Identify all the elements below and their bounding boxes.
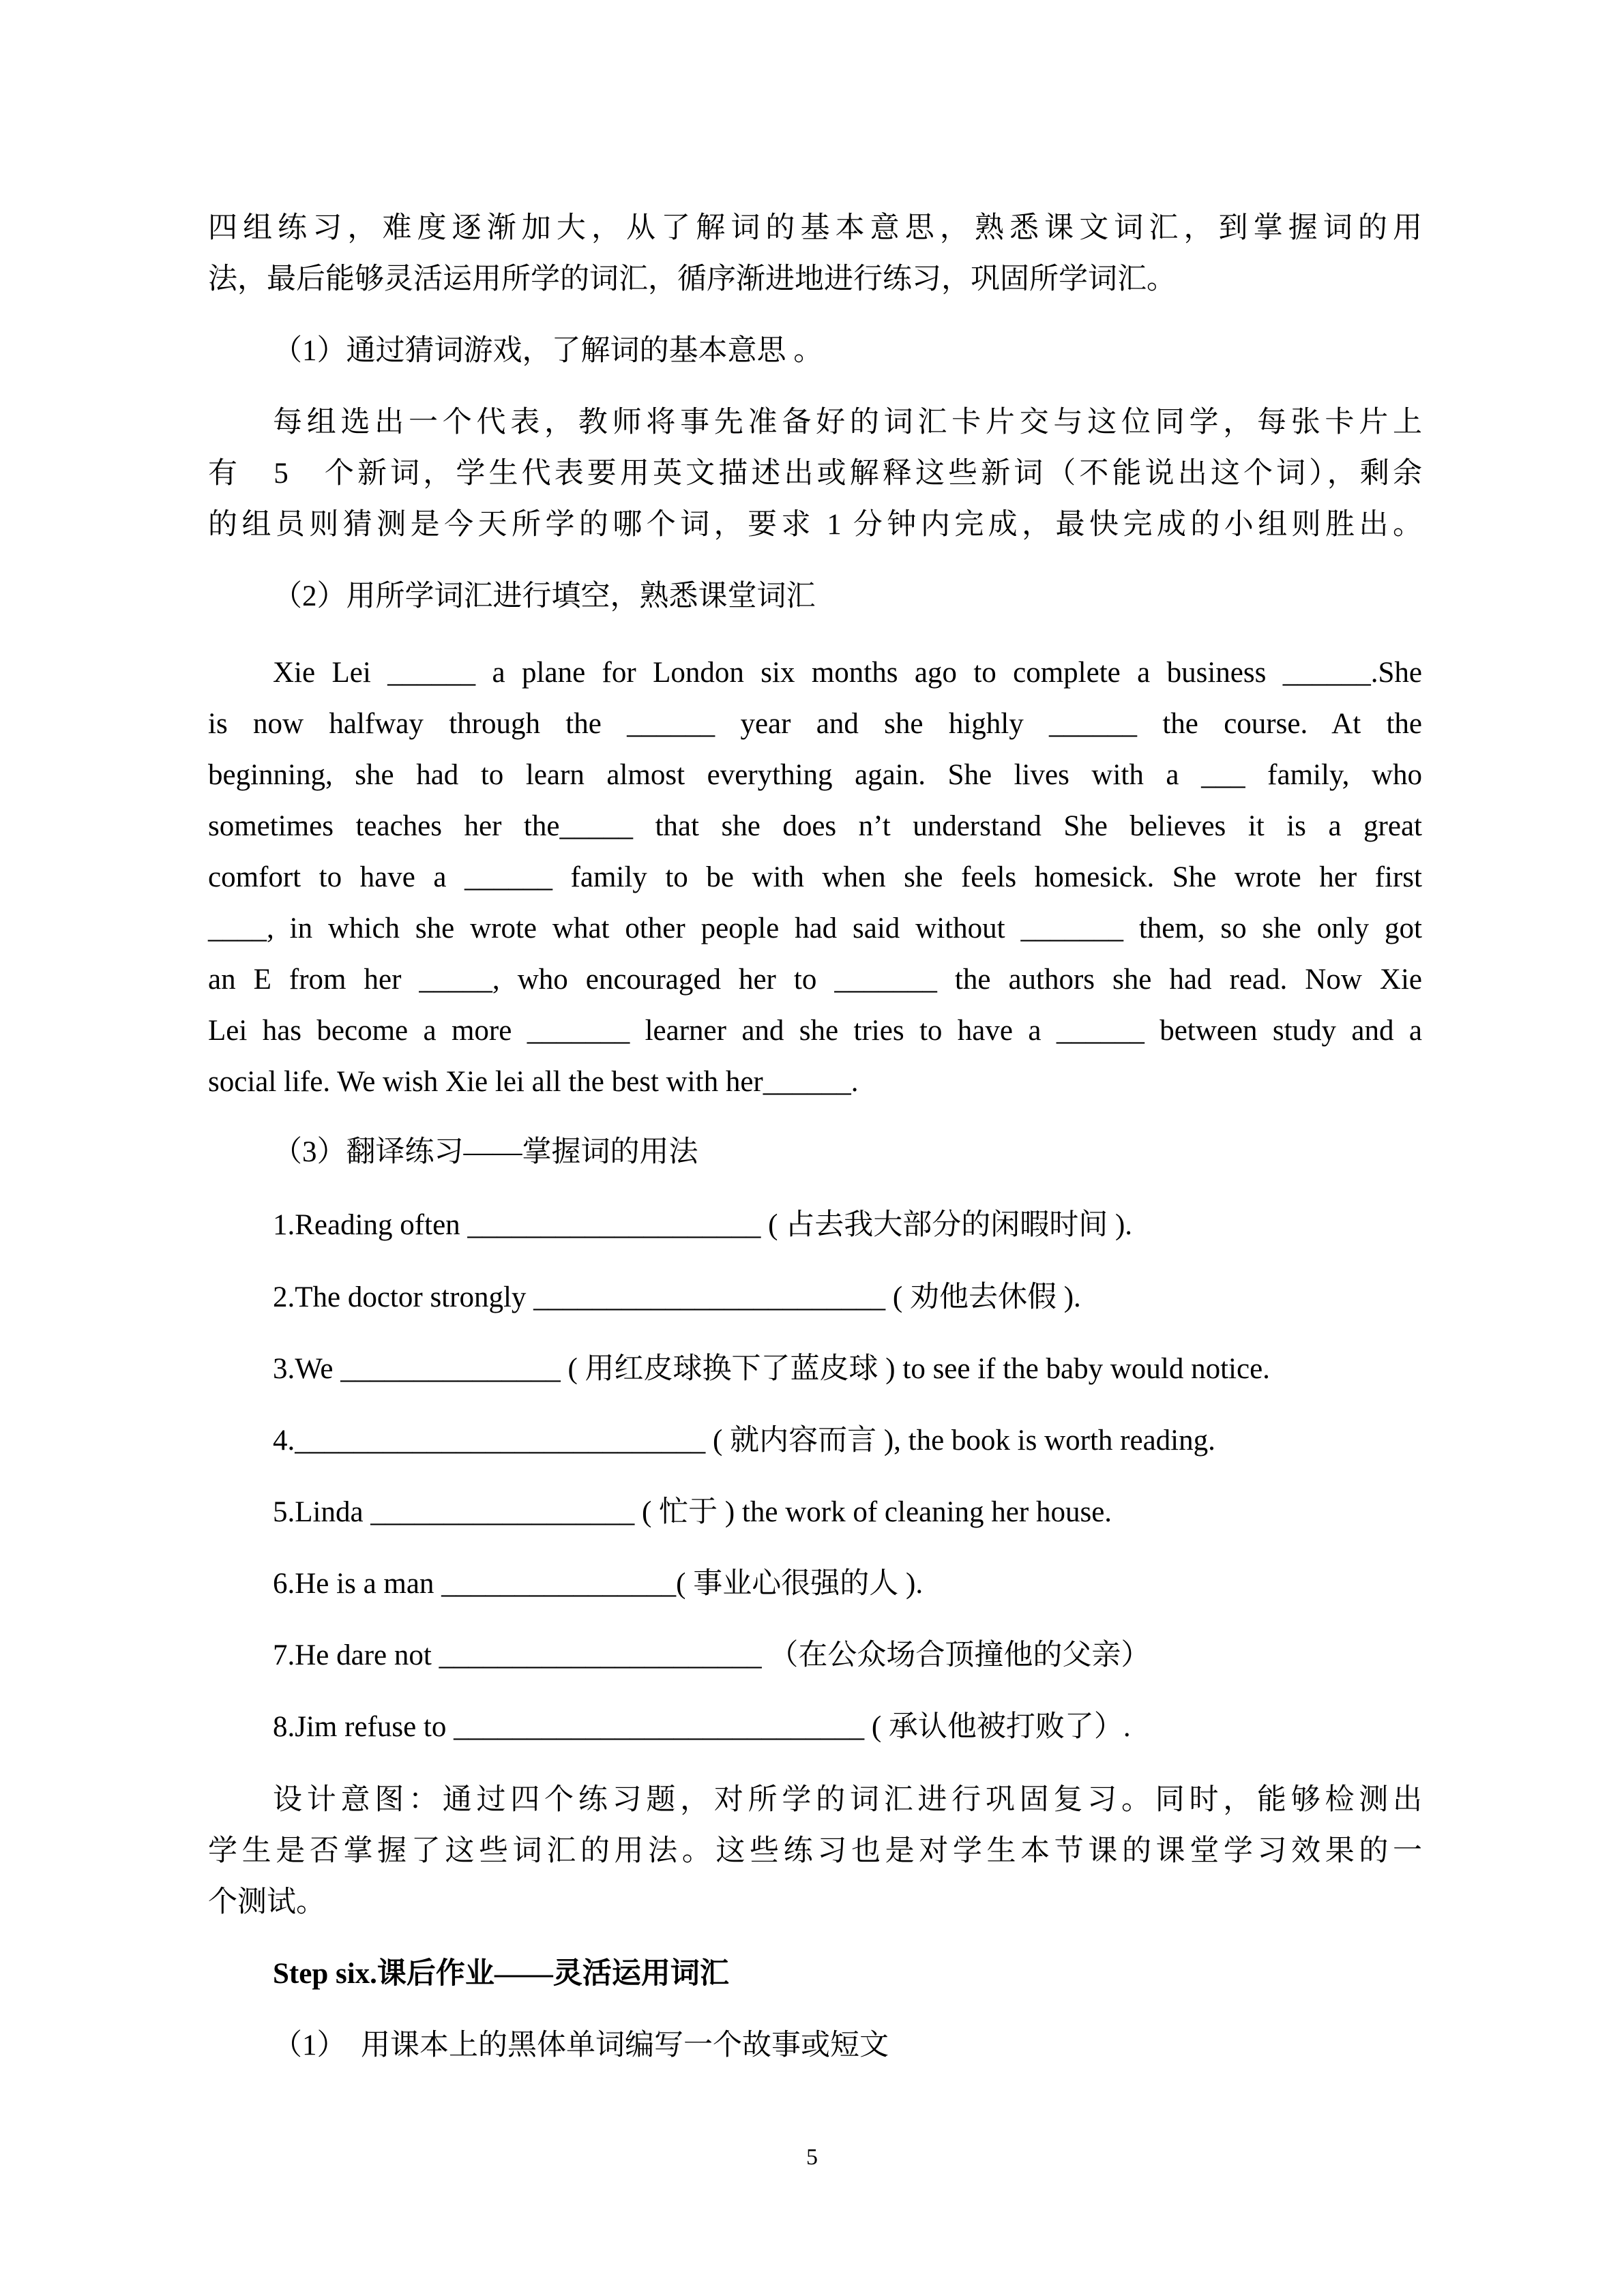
translation-item-8: 8.Jim refuse to ____________________________ ( 承认他被打败了）. (273, 1711, 1131, 1743)
intro-line-1: 四组练习，难度逐渐加大，从了解词的基本意思，熟悉课文词汇，到掌握词的用 (208, 212, 1422, 244)
step-six-item-1: （1） 用课本上的黑体单词编写一个故事或短文 (273, 2029, 889, 2061)
part1-body-line-1: 每组选出一个代表，教师将事先准备好的词汇卡片交与这位同学，每张卡片上 (273, 406, 1422, 438)
translation-item-4: 4.____________________________ ( 就内容而言 ), the book is worth reading. (273, 1425, 1215, 1457)
passage-line-2: is now halfway through the ______ year and she highly ______ the course. At the (208, 708, 1422, 740)
translation-item-6: 6.He is a man ________________( 事业心很强的人 ). (273, 1568, 924, 1600)
part1-heading: （1）通过猜词游戏，了解词的基本意思 。 (273, 335, 823, 367)
step-six-title: Step six.课后作业——灵活运用词汇 (273, 1958, 729, 1990)
part3-heading: （3）翻译练习——掌握词的用法 (273, 1136, 698, 1168)
passage-line-8: Lei has become a more _______ learner and she tries to have a ______ between study and a (208, 1015, 1422, 1047)
passage-line-6: ____, in which she wrote what other people had said without _______ them, so she only got (208, 912, 1422, 944)
part1-body-line-3: 的组员则猜测是今天所学的哪个词，要求 1 分钟内完成，最快完成的小组则胜出。 (208, 509, 1422, 541)
part2-heading: （2）用所学词汇进行填空，熟悉课堂词汇 (273, 580, 816, 612)
page-number: 5 (806, 2145, 818, 2170)
passage-line-7: an E from her _____, who encouraged her to _______ the authors she had read. Now Xie (208, 964, 1422, 996)
design-intent-line-2: 学生是否掌握了这些词汇的用法。这些练习也是对学生本节课的课堂学习效果的一 (208, 1835, 1422, 1867)
part1-body-line-2: 有 5 个新词，学生代表要用英文描述出或解释这些新词（不能说出这个词），剩余 (208, 458, 1422, 490)
translation-item-7: 7.He dare not ______________________ （在公众场合顶撞他的父亲） (273, 1639, 1151, 1671)
intro-line-2: 法，最后能够灵活运用所学的词汇，循序渐进地进行练习，巩固所学词汇。 (208, 263, 1176, 295)
translation-item-1: 1.Reading often ____________________ ( 占去我大部分的闲暇时间 ). (273, 1209, 1133, 1241)
passage-line-1: Xie Lei ______ a plane for London six months ago to complete a business ______.She (273, 657, 1422, 689)
translation-item-3: 3.We _______________ ( 用红皮球换下了蓝皮球 ) to see if the baby would notice. (273, 1353, 1270, 1385)
design-intent-line-3: 个测试。 (208, 1886, 325, 1918)
passage-line-4: sometimes teaches her the_____ that she does n’t understand She believes it is a great (208, 810, 1422, 842)
passage-line-5: comfort to have a ______ family to be with when she feels homesick. She wrote her first (208, 861, 1422, 893)
translation-item-5: 5.Linda __________________ ( 忙于 ) the work of cleaning her house. (273, 1496, 1112, 1528)
passage-line-3: beginning, she had to learn almost everything again. She lives with a ___ family, who (208, 759, 1422, 791)
design-intent-line-1: 设计意图：通过四个练习题，对所学的词汇进行巩固复习。同时，能够检测出 (273, 1784, 1422, 1816)
passage-line-9: social life. We wish Xie lei all the best with her______. (208, 1066, 859, 1098)
translation-item-2: 2.The doctor strongly ________________________ ( 劝他去休假 ). (273, 1281, 1081, 1313)
